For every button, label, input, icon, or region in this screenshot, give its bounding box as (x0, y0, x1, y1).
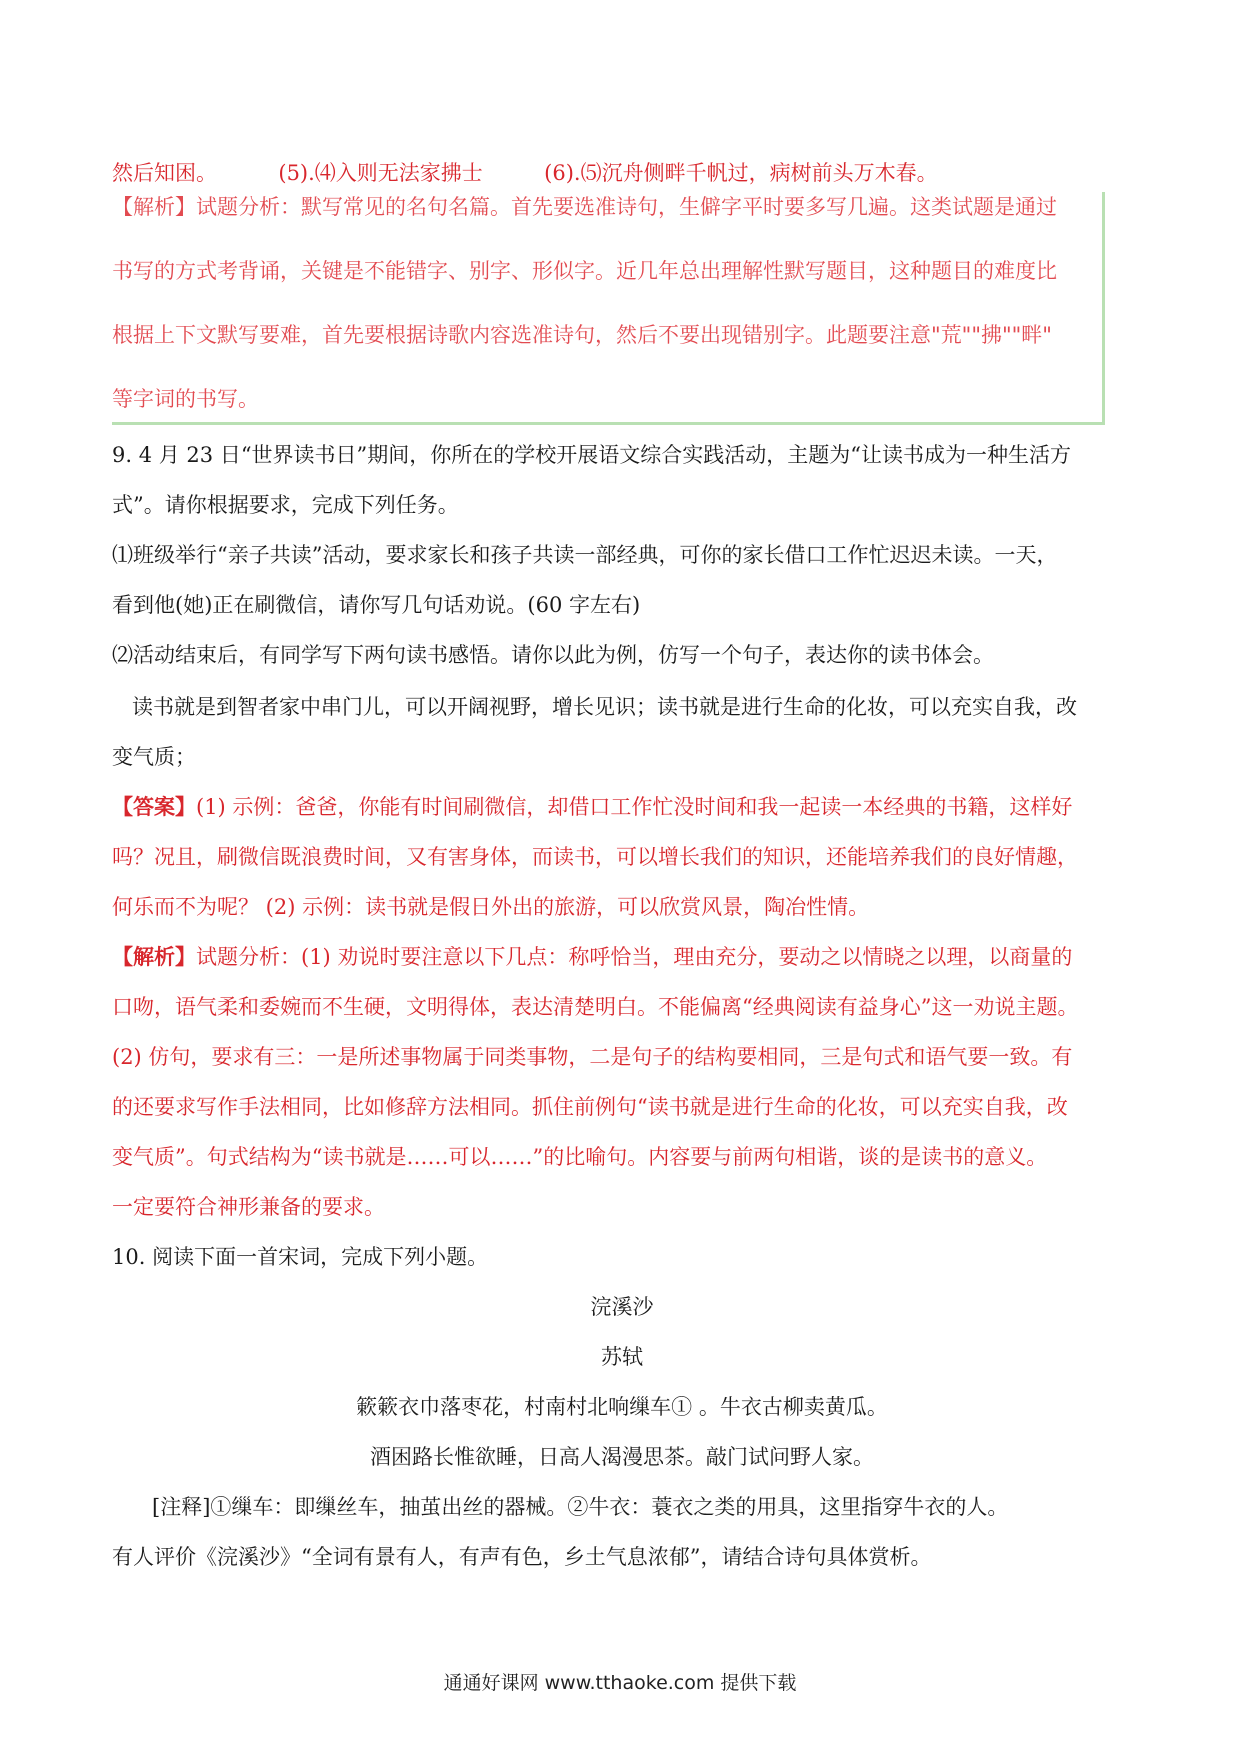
analysis-prev-line-1: 【解析】试题分析：默写常见的名句名篇。首先要选准诗句，生僻字平时要多写几遍。这类试题是通过 (112, 195, 1057, 219)
answer9-line-1 (112, 792, 1072, 822)
q9-line-7: 变气质； (112, 745, 196, 769)
analysis9-line-1 (112, 942, 1072, 972)
answer-part-6: (6).⑸沉舟侧畔千帆过，病树前头万木春。 (544, 161, 938, 185)
answer9-line-2: 吗？况且，刷微信既浪费时间，又有害身体，而读书，可以增长我们的知识，还能培养我们的良好情趣， (112, 845, 1078, 869)
q9-line-1: 9. 4 月 23 日“世界读书日”期间，你所在的学校开展语文综合实践活动，主题为“让读书成为一种生活方 (112, 443, 1072, 467)
answer9-text-1: (1) 示例：爸爸，你能有时间刷微信，却借口工作忙没时间和我一起读一本经典的书籍，这样好 (196, 795, 1073, 819)
page-footer: 通通好课网 www.tthaoke.com 提供下载 (443, 1672, 797, 1694)
analysis-box-prev (112, 192, 1105, 425)
q10-intro: 10. 阅读下面一首宋词，完成下列小题。 (112, 1245, 489, 1269)
analysis-prev-line-3: 根据上下文默写要难，首先要根据诗歌内容选准诗句，然后不要出现错别字。此题要注意"荒""拂""畔" (112, 323, 1052, 347)
poem-title: 浣溪沙 (590, 1295, 654, 1319)
analysis9-line-4: 的还要求写作手法相同，比如修辞方法相同。抓住前例句“读书就是进行生命的化妆，可以充实自我，改 (112, 1095, 1068, 1119)
analysis-prev-line-2: 书写的方式考背诵，关键是不能错字、别字、形似字。近几年总出理解性默写题目，这种题目的难度比 (112, 259, 1057, 283)
answer-part-5: (5).⑷入则无法家拂士 (278, 161, 483, 185)
analysis9-line-2: 口吻，语气柔和委婉而不生硬，文明得体，表达清楚明白。不能偏离“经典阅读有益身心”这一劝说主题。 (112, 995, 1079, 1019)
analysis9-line-5: 变气质”。句式结构为“读书就是……可以……”的比喻句。内容要与前两句相谐，谈的是读书的意义。 (112, 1145, 1048, 1169)
answer9-line-3: 何乐而不为呢？ (2) 示例：读书就是假日外出的旅游，可以欣赏风景，陶冶性情。 (112, 895, 870, 919)
poem-verse-1: 簌簌衣巾落枣花，村南村北响缫车① 。牛衣古柳卖黄瓜。 (356, 1395, 888, 1419)
poem-verse-2: 酒困路长惟欲睡，日高人渴漫思茶。敲门试问野人家。 (370, 1445, 874, 1469)
q9-line-4: 看到他(她)正在刷微信，请你写几句话劝说。(60 字左右) (112, 593, 641, 617)
analysis9-line-6: 一定要符合神形兼备的要求。 (112, 1195, 385, 1219)
analysis9-text-1: 试题分析：(1) 劝说时要注意以下几点：称呼恰当，理由充分，要动之以情晓之以理，以商量的 (196, 945, 1073, 969)
poem-note: [注释]①缫车：即缫丝车，抽茧出丝的器械。②牛衣：蓑衣之类的用具，这里指穿牛衣的人。 (152, 1495, 1009, 1519)
q10-question: 有人评价《浣溪沙》“全词有景有人，有声有色，乡土气息浓郁”，请结合诗句具体赏析。 (112, 1545, 932, 1569)
answer9-tag: 【答案】 (112, 794, 196, 819)
answer-line-prev (112, 158, 938, 188)
analysis9-line-3: (2) 仿句，要求有三：一是所述事物属于同类事物，二是句子的结构要相同，三是句式和语气要一致。有 (112, 1045, 1073, 1069)
poem-author: 苏轼 (601, 1345, 643, 1369)
answer-part-1: 然后知困。 (112, 161, 217, 185)
q9-line-2: 式”。请你根据要求，完成下列任务。 (112, 493, 459, 517)
analysis-prev-line-4: 等字词的书写。 (112, 387, 259, 411)
q9-line-5: ⑵活动结束后，有同学写下两句读书感悟。请你以此为例，仿写一个句子，表达你的读书体会。 (112, 643, 994, 667)
analysis9-tag: 【解析】 (112, 944, 196, 969)
q9-line-6: 读书就是到智者家中串门儿，可以开阔视野，增长见识；读书就是进行生命的化妆，可以充实自我，改 (132, 695, 1077, 719)
q9-line-3: ⑴班级举行“亲子共读”活动，要求家长和孩子共读一部经典，可你的家长借口工作忙迟迟未读。一天， (112, 543, 1058, 567)
